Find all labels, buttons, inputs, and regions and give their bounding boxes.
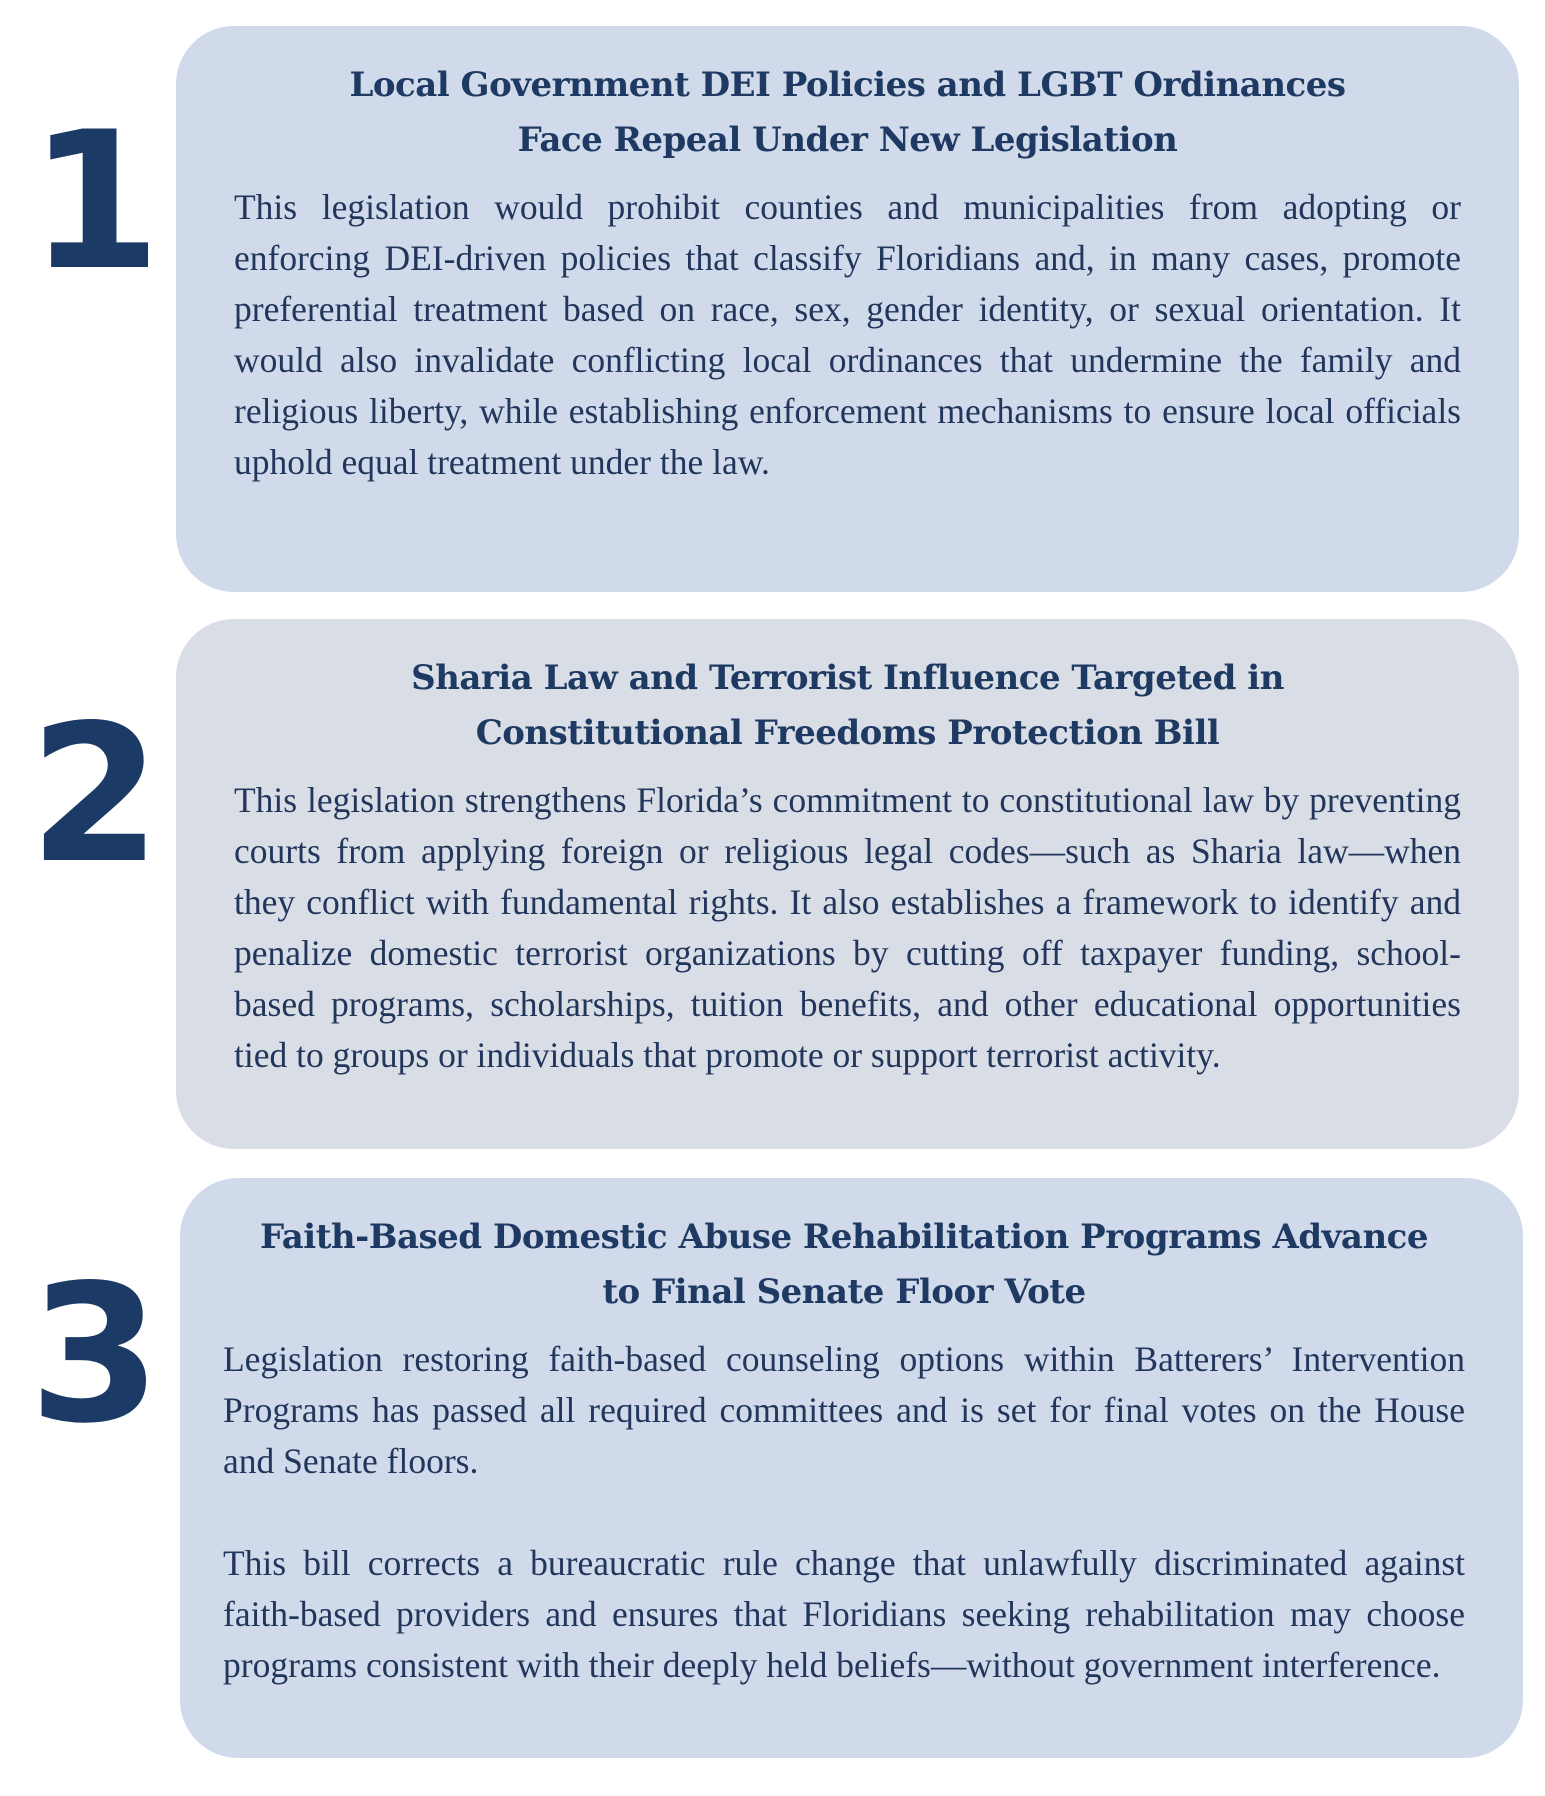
news-card-2 bbox=[176, 619, 1519, 1149]
card-title-3 bbox=[223, 1210, 1465, 1320]
item-number-1: 1 bbox=[28, 91, 162, 312]
card-title-3-line-2: to Final Senate Floor Vote bbox=[602, 1272, 1086, 1312]
card-body-3-paragraph-2: This bill corrects a bureaucratic rule change that unlawfully discriminated against faith-based providers and ensures that Floridians seeking rehabilitation may choose programs consistent with their deeply held beliefs—without government interference. bbox=[223, 1543, 1465, 1685]
card-title-1 bbox=[234, 58, 1461, 168]
item-number-3: 3 bbox=[28, 1244, 162, 1465]
item-number-2: 2 bbox=[28, 684, 162, 905]
card-body-1: This legislation would prohibit counties and municipalities from adopting or enforcing DEI-driven policies that classify Floridians and, in many cases, promote preferential treatment based on race, sex, gender identity, or sexual orientation. It would also invalidate conflicting local ordinances that undermine the family and religious liberty, while establishing enforcement mechanisms to ensure local officials uphold equal treatment under the law. bbox=[234, 187, 1461, 482]
card-title-1-line-2: Face Repeal Under New Legislation bbox=[517, 120, 1178, 160]
news-card-1 bbox=[176, 26, 1519, 592]
card-title-2 bbox=[234, 651, 1461, 761]
card-title-2-line-2: Constitutional Freedoms Protection Bill bbox=[475, 713, 1220, 753]
card-title-1-line-1: Local Government DEI Policies and LGBT Ordinances bbox=[349, 65, 1346, 105]
card-body-3-paragraph-1: Legislation restoring faith-based counseling options within Batterers’ Intervention Programs has passed all required committees and is set for final votes on the House and Senate floors. bbox=[223, 1339, 1465, 1481]
card-body-2: This legislation strengthens Florida’s commitment to constitutional law by preventing courts from applying foreign or religious legal codes—such as Sharia law—when they conflict with fundamental rights. It also establishes a framework to identify and penalize domestic terrorist organizations by cutting off taxpayer funding, school-based programs, scholarships, tuition benefits, and other educational opportunities tied to groups or individuals that promote or support terrorist activity. bbox=[234, 780, 1461, 1075]
card-title-2-line-1: Sharia Law and Terrorist Influence Targeted in bbox=[411, 658, 1284, 698]
card-title-3-line-1: Faith-Based Domestic Abuse Rehabilitation Programs Advance bbox=[259, 1217, 1429, 1257]
news-card-3 bbox=[180, 1178, 1523, 1758]
